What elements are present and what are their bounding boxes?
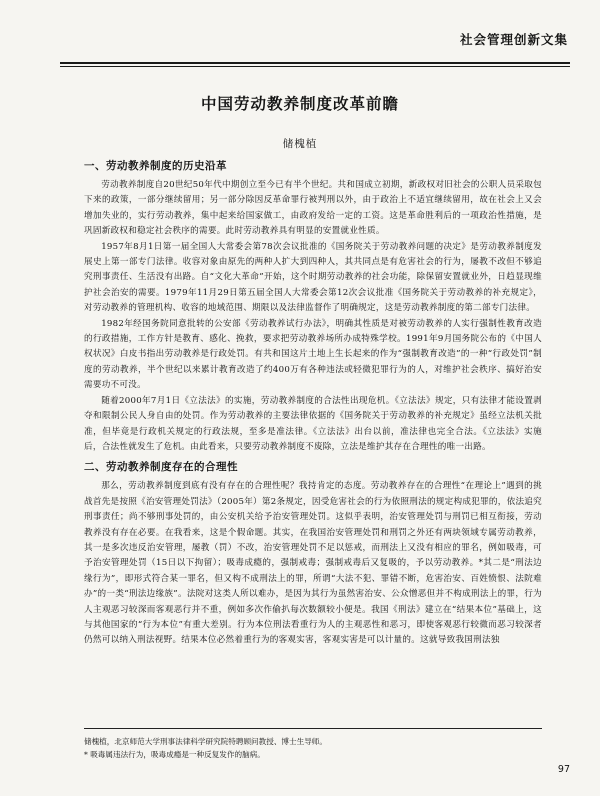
header-rule xyxy=(60,62,570,64)
section-1-paragraph: 1957年8月1日第一届全国人大常委会第78次会议批准的《国务院关于劳动教养问题的决定》是劳动教养制度发展史上第一部专门法律。收容对象由原先的两种人扩大到四种人，其共同点是有危害社会的行为，屡教不改但不够追究刑事责任、生活没有出路。自“文化大革命”开始，这个时期劳动教养的社会功能，除保留安置就业外，日趋显现维护社会治安的需要。1979年11月29日第五届全国人大常委会第12次会议批准《国务院关于劳动教养的补充规定》，对劳动教养的管理机构、收容的地域范围、期限以及法律监督作了明确规定，这是劳动教养制度的第二部专门法律。 xyxy=(84,241,542,314)
section-heading-1: 一、劳动教养制度的历史沿革 xyxy=(84,160,227,172)
section-2-paragraph: 那么，劳动教养制度到底有没有存在的合理性呢？我持肯定的态度。劳动教养存在的合理性“在理论上”遇到的挑战首先是按照《治安管理处罚法》（2005年）第2条规定，因受危害社会的行为依照刑法的规定构成犯罪的，依法追究刑事责任；尚不够刑事处罚的，由公安机关给予治安管理处罚。这似乎表明，治安管理处罚与刑罚已相互衔接，劳动教养没有存在必要。在我看来，这是个假命题。其实，在我国治安管理处罚和刑罚之外还有两块领域专属劳动教养，其一是多次违反治安管理，屡教（罚）不改，治安管理处罚不足以惩戒，而刑法上又没有相应的罪名，例如吸毒，可予治安管理处罚（15日以下拘留）；吸毒成瘾的，强制戒毒；强制戒毒后又复吸的，予以劳动教养。*其二是“刑法边缘行为”，即形式符合某一罪名，但又构不成刑法上的罪，所谓“大法不犯、罪错不断，危害治安、百姓愤恨、法院难办”的一类“刑法边缘族”。法院对这类人所以难办，是因为其行为虽然害治安、公众憎恶但并不构成刑法上的罪，行为人主观恶习较深而客观恶行并不重，例如多次作偷扒每次数额较小便是。我国《刑法》建立在“结果本位”基础上，这与其他国家的“行为本位”有重大差别。行为本位刑法看重行为人的主观恶性和恶习，即使客观恶行较微而恶习较深者仍然可以纳入刑法视野。结果本位必然着重行为的客观实害，客观实害是可以计量的。这就导致我国刑法独 xyxy=(84,481,542,646)
series-title: 社会管理创新文集 xyxy=(459,32,568,47)
footnote-drug: * 吸毒属违法行为，吸毒成瘾是一种反复发作的脑病。 xyxy=(84,750,265,759)
section-1-paragraph: 1982年经国务院同意批转的公安部《劳动教养试行办法》，明确其性质是对被劳动教养的人实行强制性教育改造的行政措施，工作方针是教育、感化、挽救，要求把劳动教养场所办成特殊学校。1991年9月国务院公布的《中国人权状况》白皮书指出劳动教养是行政处罚。有共和国这片土地上生长起来的作为“强制教育改造”的一种“行政处罚”制度的劳动教养，半个世纪以来累计教育改造了约400万有各种违法或轻微犯罪行为的人，对维护社会秩序、搞好治安需要功不可没。 xyxy=(84,318,542,391)
author-name: 储槐植 xyxy=(282,138,318,150)
section-heading-2: 二、劳动教养制度存在的合理性 xyxy=(84,461,238,474)
footnotes xyxy=(84,728,542,761)
page-number: 97 xyxy=(557,764,570,775)
article-body xyxy=(84,154,542,649)
footnote-author: 储槐植，北京师范大学刑事法律科学研究院特聘顾问教授、博士生导师。 xyxy=(84,737,327,746)
header-rule-thin xyxy=(60,66,570,67)
section-1-paragraph: 随着2000年7月1日《立法法》的实施，劳动教养制度的合法性出现危机。《立法法》规定，只有法律才能设置剥夺和限制公民人身自由的处罚。作为劳动教养的主要法律依据的《国务院关于劳动教养的补充规定》虽经立法机关批准，但毕竟是行政机关规定的行政法规，至多是准法律。《立法法》出台以前，准法律也完全合法。《立法法》实施后，合法性就发生了危机。由此看来，只要劳动教养制度不废除，立法是维护其存在合理性的唯一出路。 xyxy=(84,395,542,452)
article-title: 中国劳动教养制度改革前瞻 xyxy=(200,95,399,113)
section-1-paragraph: 劳动教养制度自20世纪50年代中期创立至今已有半个世纪。共和国成立初期，新政权对旧社会的公职人员采取包下来的政策，一部分继续留用；另一部分除因反革命罪行被判刑以外，由于政治上不适宜继续留用，故在社会上又会增加失业的，实行劳动教养，集中起来给国家做工，由政府发给一定的工资。这是革命胜利后的一项政治性措施，是巩固新政权和稳定社会秩序的需要。此时劳动教养具有明显的安置就业性质。 xyxy=(84,180,542,237)
